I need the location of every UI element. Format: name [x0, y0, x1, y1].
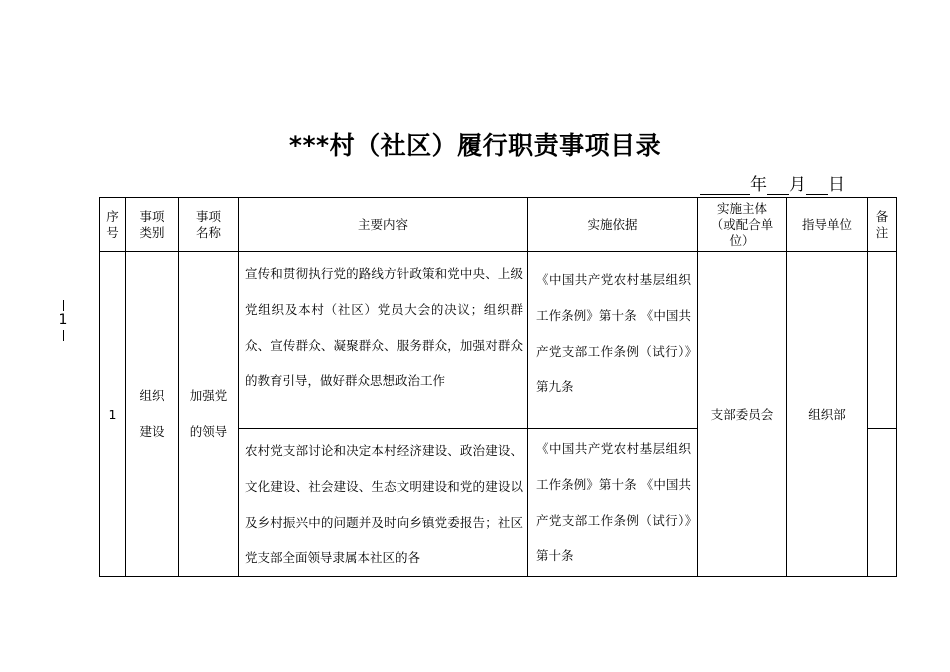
year-blank	[700, 177, 750, 195]
table-row	[100, 252, 897, 429]
month-label: 月	[789, 175, 806, 195]
page-number	[52, 298, 74, 343]
row-seq: 1	[100, 252, 126, 577]
row-content-1: 宣传和贯彻执行党的路线方针政策和党中央、上级党组织及本村（社区）党员大会的决议；组织群众、宣传群众、凝聚群众、服务群众，加强对群众的教育引导，做好群众思想政治工作	[239, 252, 528, 429]
day-blank	[806, 177, 828, 195]
header-seq: 序 号	[100, 198, 126, 252]
row-basis-2: 《中国共产党农村基层组织工作条例》第十条 《中国共产党支部工作条例（试行）》第十条	[528, 429, 698, 577]
header-category: 事项 类别	[126, 198, 179, 252]
header-guide: 指导单位	[787, 198, 868, 252]
row-content-2: 农村党支部讨论和决定本村经济建设、政治建设、文化建设、社会建设、生态文明建设和党的建设以及乡村振兴中的问题并及时向乡镇党委报告；社区党支部全面领导隶属本社区的各	[239, 429, 528, 577]
header-subject: 实施主体 （或配合单 位）	[698, 198, 787, 252]
row-remark-2	[868, 429, 897, 577]
page-number-dash-top	[63, 300, 64, 311]
date-line	[700, 170, 845, 195]
row-subject: 支部委员会	[698, 252, 787, 577]
duty-table	[99, 197, 897, 577]
day-label: 日	[828, 175, 845, 195]
row-guide: 组织部	[787, 252, 868, 577]
header-basis: 实施依据	[528, 198, 698, 252]
row-category: 组织 建设	[126, 252, 179, 577]
page-number-dash-bottom	[63, 330, 64, 341]
table-header-row	[100, 198, 897, 252]
header-content: 主要内容	[239, 198, 528, 252]
page-number-value: 1	[58, 312, 68, 328]
row-basis-1: 《中国共产党农村基层组织工作条例》第十条 《中国共产党支部工作条例（试行）》第九条	[528, 252, 698, 429]
row-remark-1	[868, 252, 897, 429]
page-title: ***村（社区）履行职责事项目录	[288, 131, 662, 160]
row-item-name: 加强党 的领导	[179, 252, 239, 577]
year-label: 年	[750, 175, 767, 195]
month-blank	[767, 177, 789, 195]
header-name: 事项 名称	[179, 198, 239, 252]
header-remark: 备 注	[868, 198, 897, 252]
